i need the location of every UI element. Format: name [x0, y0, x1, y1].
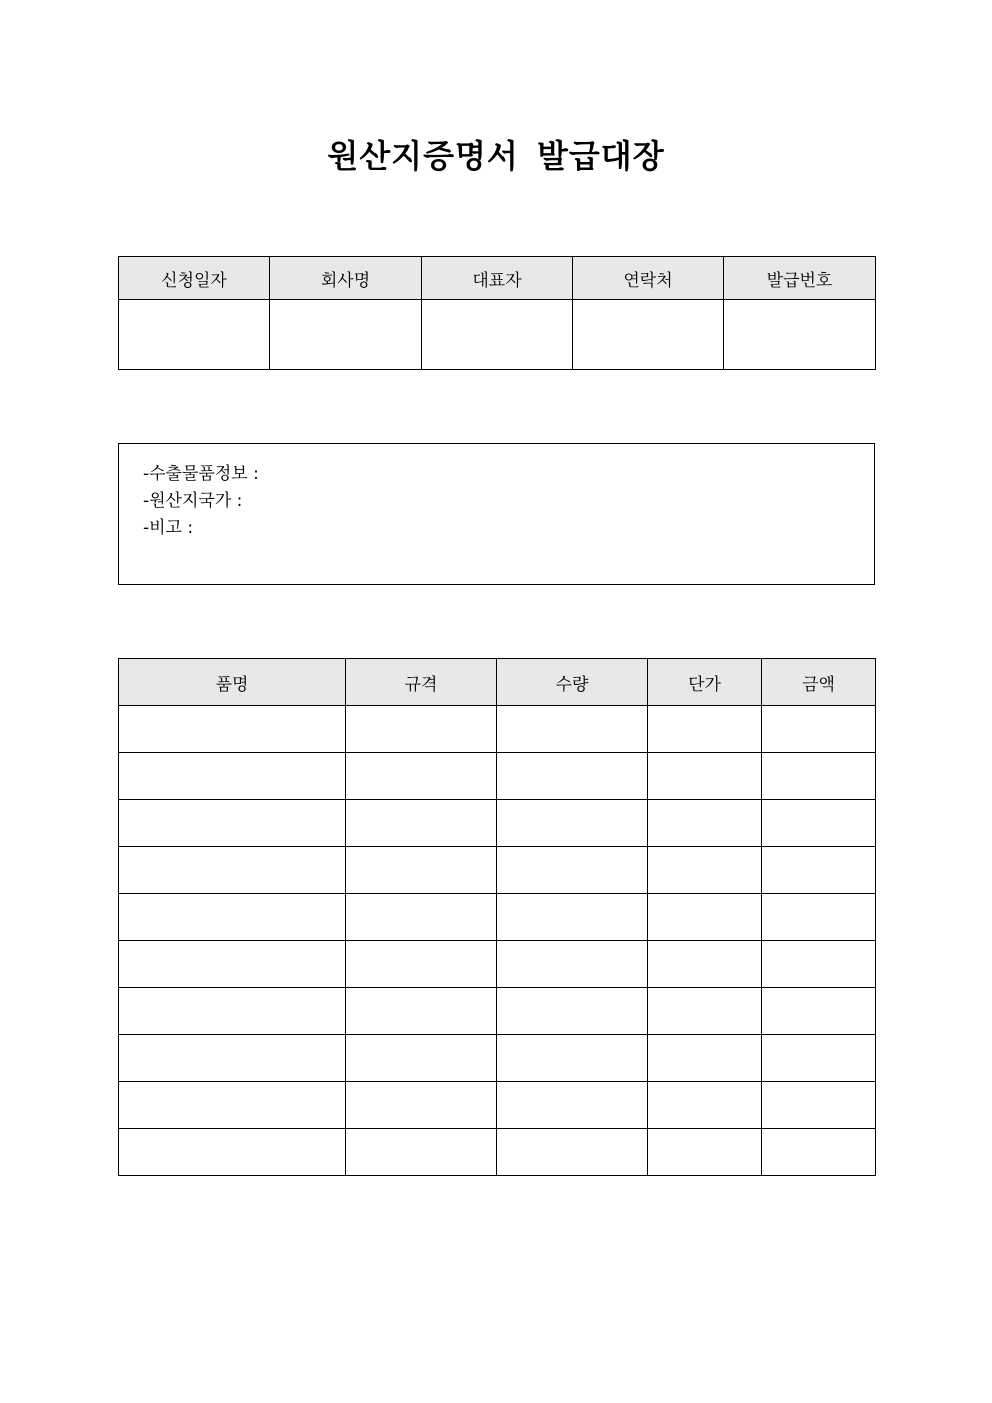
cell-amount[interactable] [762, 988, 876, 1035]
cell-unit-price[interactable] [648, 1082, 762, 1129]
cell-specification[interactable] [346, 753, 497, 800]
note-export-goods: -수출물품정보 : [143, 464, 259, 484]
cell-amount[interactable] [762, 706, 876, 753]
cell-quantity[interactable] [497, 1129, 648, 1176]
header-issue-number: 발급번호 [724, 257, 876, 300]
cell-specification[interactable] [346, 941, 497, 988]
cell-specification[interactable] [346, 847, 497, 894]
cell-specification[interactable] [346, 988, 497, 1035]
cell-amount[interactable] [762, 753, 876, 800]
cell-specification[interactable] [346, 800, 497, 847]
cell-unit-price[interactable] [648, 988, 762, 1035]
cell-specification[interactable] [346, 706, 497, 753]
header-company-name: 회사명 [270, 257, 422, 300]
header-specification: 규격 [346, 659, 497, 706]
note-origin-country: -원산지국가 : [143, 491, 243, 511]
table-row [119, 753, 876, 800]
header-unit-price: 단가 [648, 659, 762, 706]
cell-item-name[interactable] [119, 941, 346, 988]
cell-amount[interactable] [762, 800, 876, 847]
cell-quantity[interactable] [497, 894, 648, 941]
cell-item-name[interactable] [119, 1129, 346, 1176]
table-row [119, 1129, 876, 1176]
cell-unit-price[interactable] [648, 941, 762, 988]
table-row [119, 894, 876, 941]
cell-specification[interactable] [346, 1129, 497, 1176]
cell-item-name[interactable] [119, 706, 346, 753]
cell-amount[interactable] [762, 941, 876, 988]
cell-quantity[interactable] [497, 847, 648, 894]
cell-quantity[interactable] [497, 753, 648, 800]
cell-quantity[interactable] [497, 706, 648, 753]
cell-quantity[interactable] [497, 800, 648, 847]
cell-amount[interactable] [762, 894, 876, 941]
cell-amount[interactable] [762, 1129, 876, 1176]
cell-amount[interactable] [762, 1082, 876, 1129]
cell-item-name[interactable] [119, 1035, 346, 1082]
header-representative: 대표자 [422, 257, 573, 300]
cell-unit-price[interactable] [648, 1129, 762, 1176]
cell-specification[interactable] [346, 1082, 497, 1129]
cell-specification[interactable] [346, 1035, 497, 1082]
cell-unit-price[interactable] [648, 800, 762, 847]
cell-item-name[interactable] [119, 894, 346, 941]
note-remarks: -비고 : [143, 518, 194, 538]
table-row [119, 941, 876, 988]
cell-item-name[interactable] [119, 1082, 346, 1129]
applicant-info-table [118, 256, 876, 370]
cell-item-name[interactable] [119, 847, 346, 894]
cell-item-name[interactable] [119, 988, 346, 1035]
header-amount: 금액 [762, 659, 876, 706]
table-row [119, 1035, 876, 1082]
items-header-row [119, 659, 876, 706]
document-title: 원산지증명서 발급대장 [327, 137, 665, 175]
cell-unit-price[interactable] [648, 753, 762, 800]
cell-specification[interactable] [346, 894, 497, 941]
table-row [119, 1082, 876, 1129]
cell-company-name[interactable] [270, 300, 422, 370]
table-row [119, 706, 876, 753]
cell-unit-price[interactable] [648, 706, 762, 753]
cell-issue-number[interactable] [724, 300, 876, 370]
cell-amount[interactable] [762, 847, 876, 894]
header-item-name: 품명 [119, 659, 346, 706]
table-row [119, 988, 876, 1035]
cell-quantity[interactable] [497, 1082, 648, 1129]
items-body [119, 706, 876, 1176]
cell-contact[interactable] [573, 300, 724, 370]
cell-unit-price[interactable] [648, 894, 762, 941]
header-quantity: 수량 [497, 659, 648, 706]
cell-unit-price[interactable] [648, 847, 762, 894]
table-row [119, 800, 876, 847]
notes-lines [143, 461, 259, 542]
items-table [118, 658, 876, 1176]
cell-quantity[interactable] [497, 941, 648, 988]
table-row [119, 847, 876, 894]
notes-box [118, 443, 875, 585]
cell-quantity[interactable] [497, 1035, 648, 1082]
header-contact: 연락처 [573, 257, 724, 300]
cell-unit-price[interactable] [648, 1035, 762, 1082]
cell-representative[interactable] [422, 300, 573, 370]
cell-application-date[interactable] [119, 300, 270, 370]
cell-item-name[interactable] [119, 753, 346, 800]
cell-item-name[interactable] [119, 800, 346, 847]
header-application-date: 신청일자 [119, 257, 270, 300]
info-value-row [119, 300, 876, 370]
info-header-row [119, 257, 876, 300]
cell-quantity[interactable] [497, 988, 648, 1035]
cell-amount[interactable] [762, 1035, 876, 1082]
